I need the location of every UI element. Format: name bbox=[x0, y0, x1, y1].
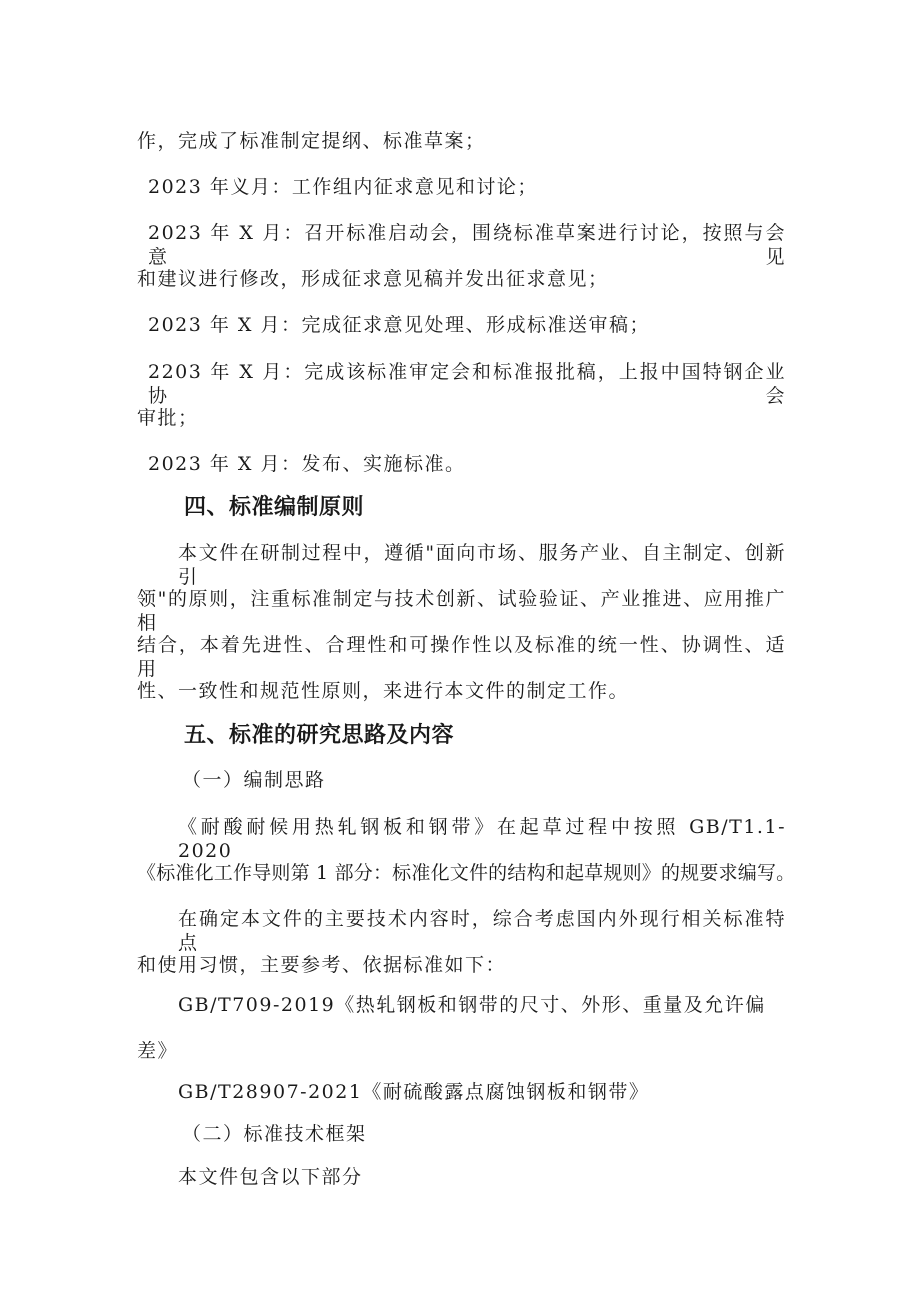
timeline-line: 2023 年 X 月：完成征求意见处理、形成标准送审稿； bbox=[148, 314, 650, 336]
subsection-heading: （二）标准技术框架 bbox=[182, 1123, 367, 1145]
timeline-line: 审批； bbox=[137, 407, 199, 429]
timeline-line: 2203 年 X 月：完成该标准审定会和标准报批稿，上报中国特钢企业协会 bbox=[148, 361, 786, 407]
reference-line: GB/T28907-2021《耐硫酸露点腐蚀钢板和钢带》 bbox=[178, 1081, 650, 1103]
timeline-line: 2023 年义月：工作组内征求意见和讨论； bbox=[148, 176, 538, 198]
section-heading: 五、标准的研究思路及内容 bbox=[184, 723, 455, 748]
reference-line: 差》 bbox=[137, 1040, 179, 1062]
reference-line: GB/T709-2019《热轧钢板和钢带的尺寸、外形、重量及允许偏 bbox=[178, 994, 766, 1016]
paragraph-line: 在确定本文件的主要技术内容时，综合考虑国内外现行相关标准特点 bbox=[178, 908, 786, 954]
paragraph-line: 本文件在研制过程中，遵循"面向市场、服务产业、自主制定、创新引 bbox=[178, 542, 786, 588]
paragraph-line: 和使用习惯，主要参考、依据标准如下： bbox=[137, 954, 507, 976]
paragraph-line: 性、一致性和规范性原则，来进行本文件的制定工作。 bbox=[137, 680, 630, 702]
paragraph-line: 结合，本着先进性、合理性和可操作性以及标准的统一性、协调性、适用 bbox=[137, 634, 786, 680]
timeline-line: 作，完成了标准制定提纲、标准草案； bbox=[137, 130, 486, 152]
paragraph-line: 《标准化工作导则第 1 部分：标准化文件的结构和起草规则》的规要求编写。 bbox=[137, 862, 796, 884]
paragraph-line: 领"的原则，注重标准制定与技术创新、试验验证、产业推进、应用推广相 bbox=[137, 588, 786, 634]
timeline-line: 2023 年 X 月：发布、实施标准。 bbox=[148, 453, 466, 475]
paragraph-line: 《耐酸耐候用热轧钢板和钢带》在起草过程中按照 GB/T1.1-2020 bbox=[178, 816, 786, 862]
section-heading: 四、标准编制原则 bbox=[184, 495, 365, 520]
paragraph-line: 本文件包含以下部分 bbox=[178, 1166, 363, 1188]
timeline-line: 和建议进行修改，形成征求意见稿并发出征求意见； bbox=[137, 268, 609, 290]
timeline-line: 2023 年 X 月：召开标准启动会，围绕标准草案进行讨论，按照与会意见 bbox=[148, 222, 786, 268]
subsection-heading: （一）编制思路 bbox=[182, 769, 326, 791]
